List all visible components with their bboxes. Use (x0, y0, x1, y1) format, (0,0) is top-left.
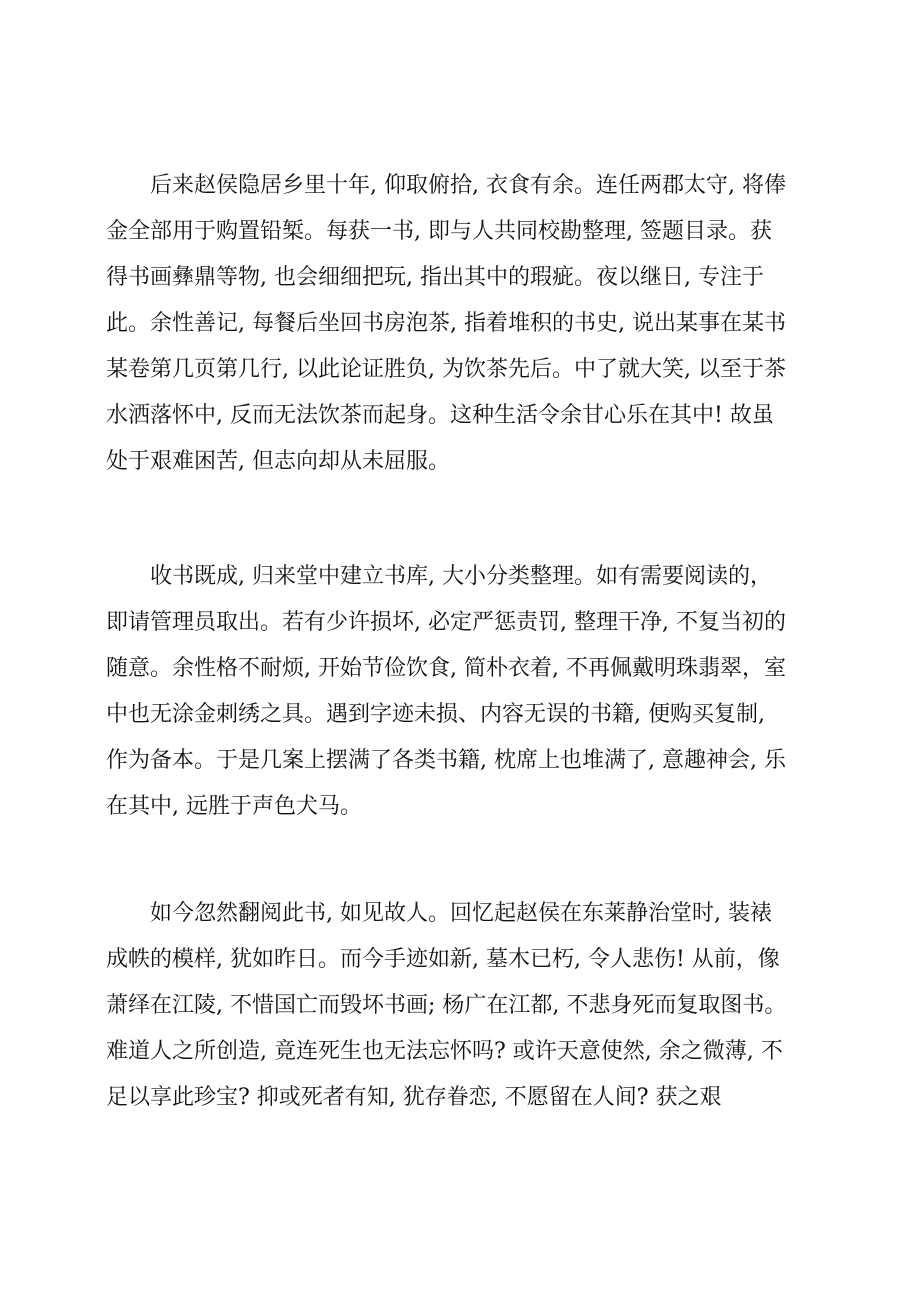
paragraph-line: 处于艰难困苦, 但志向却从未屈服。 (106, 449, 450, 474)
paragraph-line: 足以享此珍宝? 抑或死者有知, 犹存眷恋, 不愿留在人间? 获之艰 (106, 1085, 722, 1110)
paragraph-line: 萧绎在江陵, 不惜国亡而毁坏书画; 杨广在江都, 不悲身死而复取图书。 (106, 993, 787, 1018)
paragraph-line: 某卷第几页第几行, 以此论证胜负, 为饮茶先后。中了就大笑, 以至于茶 (106, 357, 786, 382)
paragraph-line: 如今忽然翻阅此书, 如见故人。回忆起赵侯在东莱静治堂时, 装裱 (106, 901, 772, 926)
paragraph-line: 水洒落怀中, 反而无法饮茶而起身。这种生活令余甘心乐在其中! 故虽 (106, 403, 774, 428)
paragraph-line: 成帙的模样, 犹如昨日。而今手迹如新, 墓木已朽, 令人悲伤! 从前，像 (106, 947, 780, 972)
paragraph-line: 即请管理员取出。若有少许损坏, 必定严惩责罚, 整理干净, 不复当初的 (106, 610, 786, 635)
paragraph-line: 随意。余性格不耐烦, 开始节俭饮食, 简朴衣着, 不再佩戴明珠翡翠，室 (106, 656, 786, 681)
paragraph-line: 得书画彝鼎等物, 也会细细把玩, 指出其中的瑕疵。夜以继日, 专注于 (106, 265, 764, 290)
paragraph-line: 收书既成, 归来堂中建立书库, 大小分类整理。如有需要阅读的， (106, 564, 772, 589)
paragraph-line: 难道人之所创造, 竟连死生也无法忘怀吗? 或许天意使然, 余之微薄, 不 (106, 1039, 783, 1064)
paragraph-line: 金全部用于购置铅椠。每获一书, 即与人共同校勘整理, 签题目录。获 (106, 219, 772, 244)
paragraph-line: 此。余性善记, 每餐后坐回书房泡茶, 指着堆积的书史, 说出某事在某书 (106, 311, 786, 336)
paragraph-1 (106, 163, 816, 485)
paragraph-2 (106, 554, 816, 830)
paragraph-line: 作为备本。于是几案上摆满了各类书籍, 枕席上也堆满了, 意趣神会, 乐 (106, 748, 786, 773)
paragraph-3 (106, 891, 816, 1121)
paragraph-line: 后来赵侯隐居乡里十年, 仰取俯拾, 衣食有余。连任两郡太守, 将俸 (106, 173, 786, 198)
paragraph-line: 在其中, 远胜于声色犬马。 (106, 794, 362, 819)
paragraph-line: 中也无涂金刺绣之具。遇到字迹未损、内容无误的书籍, 便购买复制, (106, 702, 765, 727)
